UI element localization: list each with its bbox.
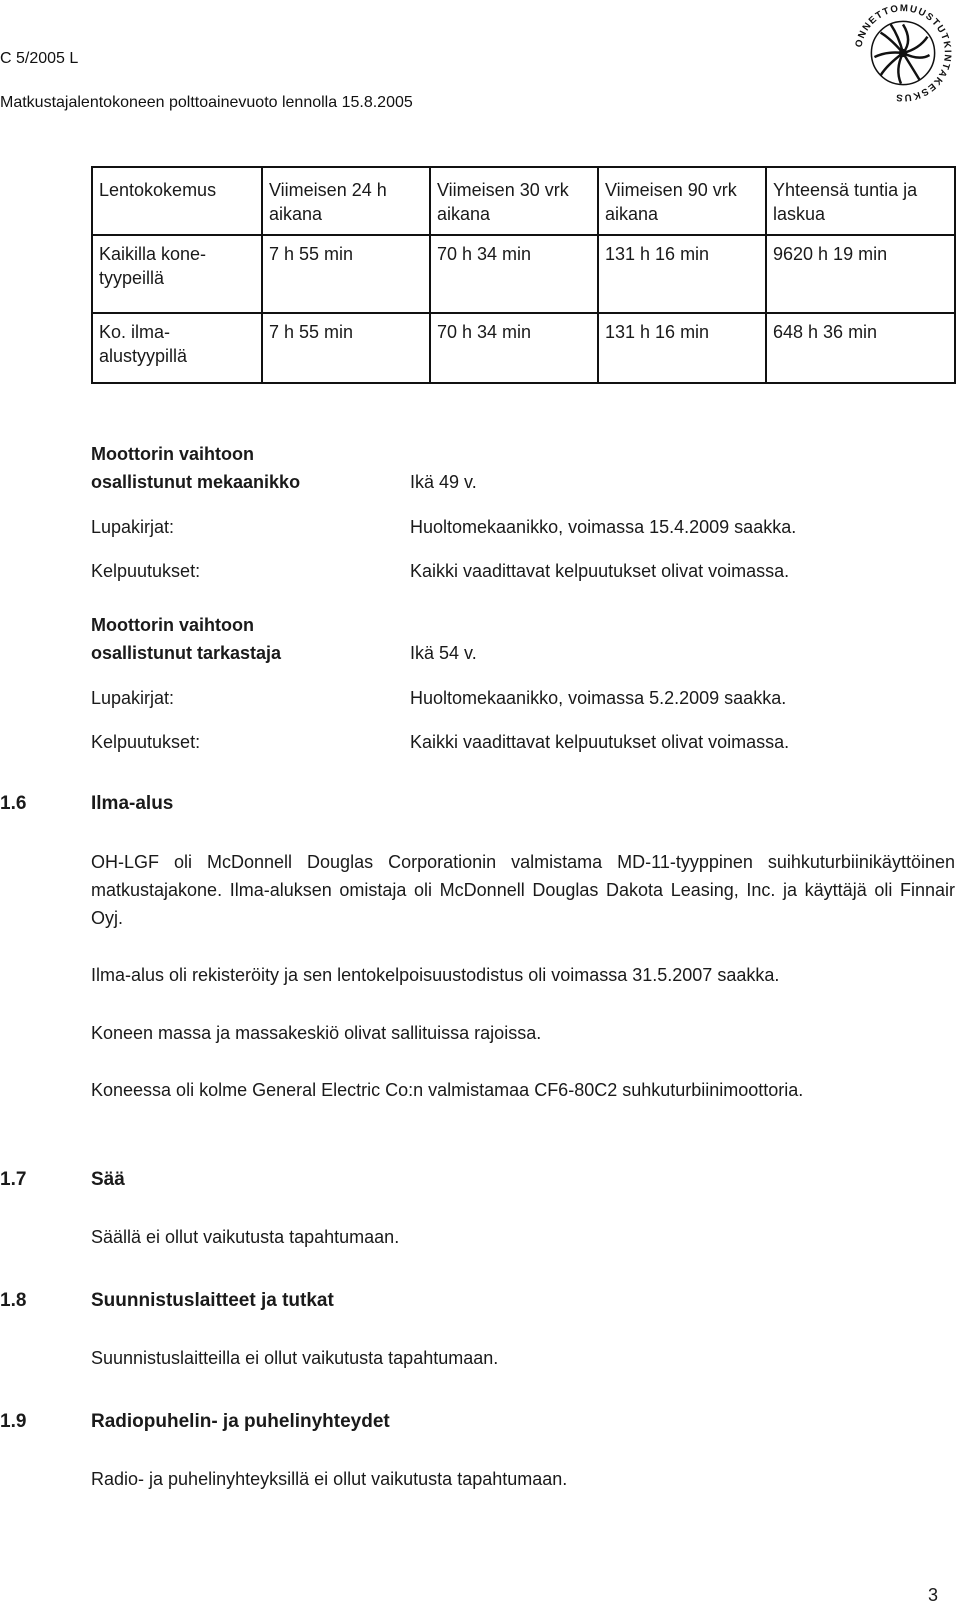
mechanic-ratings-value: Kaikki vaadittavat kelpuutukset olivat voimassa. <box>410 561 790 581</box>
mechanic-ratings-label: Kelpuutukset: <box>91 561 201 581</box>
table-row <box>92 313 955 383</box>
table-cell: 131 h 16 min <box>605 244 710 264</box>
table-cell: 70 h 34 min <box>437 322 532 342</box>
document-title: Matkustajalentokoneen polttoainevuoto lennolla 15.8.2005 <box>0 94 413 111</box>
table-header-cell: Viimeisen 24 h aikana <box>269 180 387 224</box>
paragraph: OH-LGF oli McDonnell Douglas Corporationin valmistama MD-11-tyyppinen suihkuturbiinikäyttöinen matkustajakone. Ilma-aluksen omistaja oli McDonnell Douglas Dakota Leasing, Inc. ja käyttäjä oli Finnair Oyj. <box>91 852 955 928</box>
table-header-cell: Yhteensä tuntia ja laskua <box>773 180 918 224</box>
inspector-title-line1: Moottorin vaihtoon <box>91 615 254 635</box>
logo-text: ONNETTOMUUSTUTKINTAKESKUS <box>853 3 953 103</box>
page-number: 3 <box>928 1585 939 1605</box>
inspector-licenses-value: Huoltomekaanikko, voimassa 5.2.2009 saakka. <box>410 688 787 708</box>
paragraph: Ilma-alus oli rekisteröity ja sen lentokelpoisuustodistus oli voimassa 31.5.2007 saakka. <box>91 965 780 985</box>
mechanic-title <box>91 440 300 496</box>
mechanic-age: Ikä 49 v. <box>410 472 477 492</box>
section-title: Sää <box>91 1169 125 1190</box>
table-cell: Kaikilla kone-tyypeillä <box>99 244 207 288</box>
agency-logo-icon <box>852 2 954 104</box>
section-title: Ilma-alus <box>91 793 174 814</box>
table-header-cell: Viimeisen 30 vrk aikana <box>437 180 569 224</box>
section-title: Suunnistuslaitteet ja tutkat <box>91 1290 334 1311</box>
inspector-title <box>91 611 281 667</box>
table-cell: 9620 h 19 min <box>773 244 888 264</box>
inspector-ratings-value: Kaikki vaadittavat kelpuutukset olivat voimassa. <box>410 732 790 752</box>
table-cell: 131 h 16 min <box>605 322 710 342</box>
inspector-age: Ikä 54 v. <box>410 643 477 663</box>
mechanic-licenses-label: Lupakirjat: <box>91 517 175 537</box>
section-number: 1.6 <box>0 793 27 814</box>
table-cell: 70 h 34 min <box>437 244 532 264</box>
table-cell: 7 h 55 min <box>269 322 354 342</box>
mechanic-licenses-value: Huoltomekaanikko, voimassa 15.4.2009 saakka. <box>410 517 797 537</box>
paragraph: Suunnistuslaitteilla ei ollut vaikutusta tapahtumaan. <box>91 1348 499 1368</box>
inspector-title-line2: osallistunut tarkastaja <box>91 643 282 663</box>
inspector-ratings-label: Kelpuutukset: <box>91 732 201 752</box>
paragraph: Radio- ja puhelinyhteyksillä ei ollut vaikutusta tapahtumaan. <box>91 1469 568 1489</box>
document-id: C 5/2005 L <box>0 50 79 67</box>
paragraph: Säällä ei ollut vaikutusta tapahtumaan. <box>91 1227 400 1247</box>
section-number: 1.7 <box>0 1169 27 1190</box>
paragraph: Koneessa oli kolme General Electric Co:n valmistamaa CF6-80C2 suhkuturbiinimoottoria. <box>91 1080 804 1100</box>
table-cell: Ko. ilma-alustyypillä <box>99 322 188 366</box>
table-header-cell: Lentokokemus <box>99 180 217 200</box>
table-header-row <box>92 167 955 235</box>
mechanic-title-line2: osallistunut mekaanikko <box>91 472 301 492</box>
mechanic-title-line1: Moottorin vaihtoon <box>91 444 254 464</box>
inspector-licenses-label: Lupakirjat: <box>91 688 175 708</box>
table-header-cell: Viimeisen 90 vrk aikana <box>605 180 737 224</box>
paragraph: Koneen massa ja massakeskiö olivat sallituissa rajoissa. <box>91 1023 542 1043</box>
section-title: Radiopuhelin- ja puhelinyhteydet <box>91 1411 390 1432</box>
flight-experience-table <box>91 166 956 384</box>
table-row <box>92 235 955 313</box>
section-number: 1.8 <box>0 1290 27 1311</box>
table-cell: 648 h 36 min <box>773 322 878 342</box>
table-cell: 7 h 55 min <box>269 244 354 264</box>
section-number: 1.9 <box>0 1411 27 1432</box>
